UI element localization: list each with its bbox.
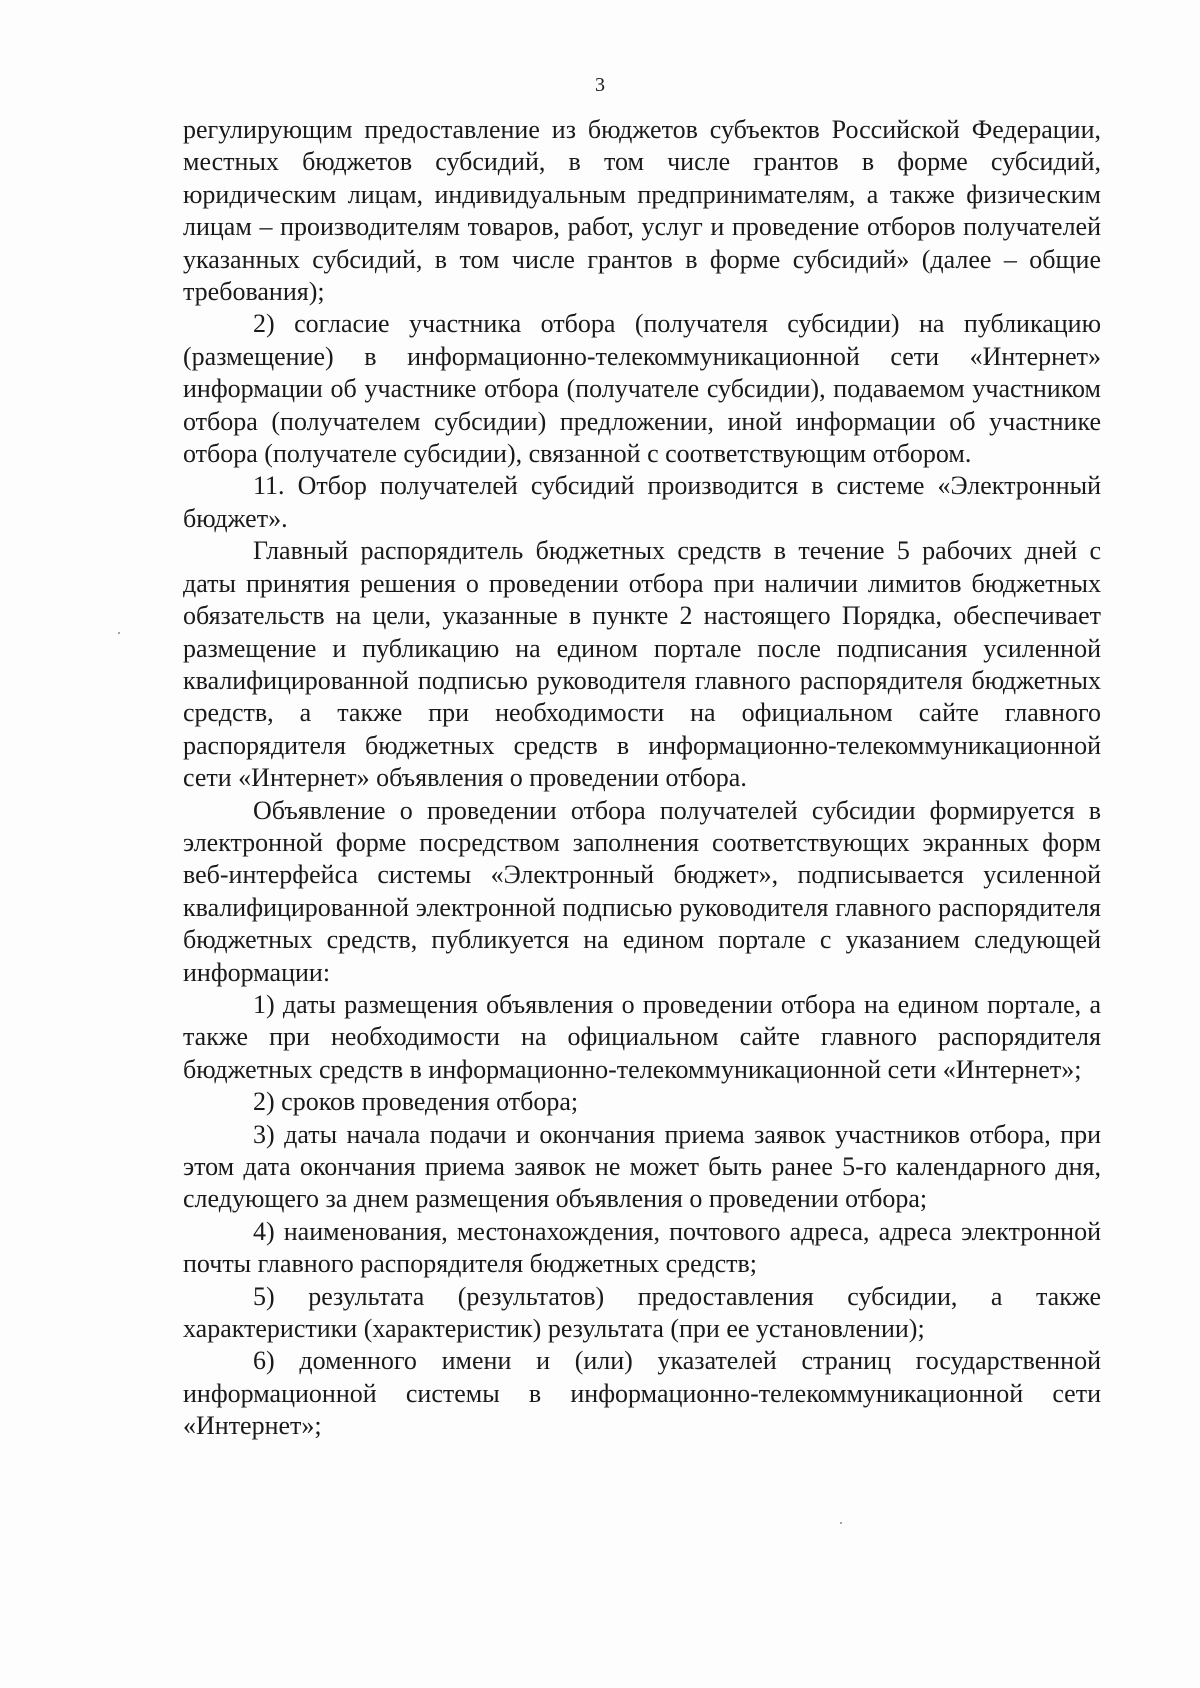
list-item-1: 1) даты размещения объявления о проведении отбора на едином портале, а также при необходимости на официальном сайте главного распорядителя бюджетных средств в информационно-телекоммуникационной сети «Интернет»; [183,989,1101,1084]
list-item-3: 3) даты начала подачи и окончания приема заявок участников отбора, при этом дата окончания приема заявок не может быть ранее 5-го календарного дня, следующего за днем размещения объявления о проведении отбора; [183,1119,1101,1214]
list-item-6: 6) доменного имени и (или) указателей страниц государственной информационной системы в информационно-телекоммуникационной сети «Интернет»; [183,1346,1101,1441]
scan-speck [118,632,120,634]
paragraph-announcement: Объявление о проведении отбора получателей субсидии формируется в электронной форме посредством заполнения соответствующих экранных форм веб-интерфейса системы «Электронный бюджет», подписывается усиленной квалифицированной электронной подписью руководителя главного распорядителя бюджетных средств, публикуется на едином портале с указанием следующей информации: [183,795,1101,987]
list-item-5: 5) результата (результатов) предоставления субсидии, а также характеристики (характеристик) результата (при ее установлении); [183,1281,1101,1344]
paragraph-consent-item-2: 2) согласие участника отбора (получателя субсидии) на публикацию (размещение) в информационно-телекоммуникационной сети «Интернет» информации об участнике отбора (получателе субсидии), подаваемом участником отбора (получателем субсидии) предложении, иной информации об участнике отбора (получателе субсидии), связанной с соответствующим отбором. [183,309,1101,469]
paragraph-clause-11: 11. Отбор получателей субсидий производится в системе «Электронный бюджет». [183,471,1101,533]
paragraph-continuation: регулирующим предоставление из бюджетов субъектов Российской Федерации, местных бюджетов субсидий, в том числе грантов в форме субсидий, юридическим лицам, индивидуальным предпринимателям, а также физическим лицам – производителям товаров, работ, услуг и проведение отборов получателей указанных субсидий, в том числе грантов в форме субсидий» (далее – общие требования); [183,115,1101,307]
list-item-2: 2) сроков проведения отбора; [253,1087,579,1117]
paragraph-main-distributor: Главный распорядитель бюджетных средств в течение 5 рабочих дней с даты принятия решения о проведении отбора при наличии лимитов бюджетных обязательств на цели, указанные в пункте 2 настоящего Порядка, обеспечивает размещение и публикацию на едином портале после подписания усиленной квалифицированной подписью руководителя главного распорядителя бюджетных средств, а также при необходимости на официальном сайте главного распорядителя бюджетных средств в информационно-телекоммуникационной сети «Интернет» объявления о проведении отбора. [183,536,1101,793]
document-body [183,114,1101,1443]
page-number: 3 [595,74,605,96]
scan-speck [840,1522,842,1524]
list-item-4: 4) наименования, местонахождения, почтового адреса, адреса электронной почты главного распорядителя бюджетных средств; [183,1216,1101,1279]
